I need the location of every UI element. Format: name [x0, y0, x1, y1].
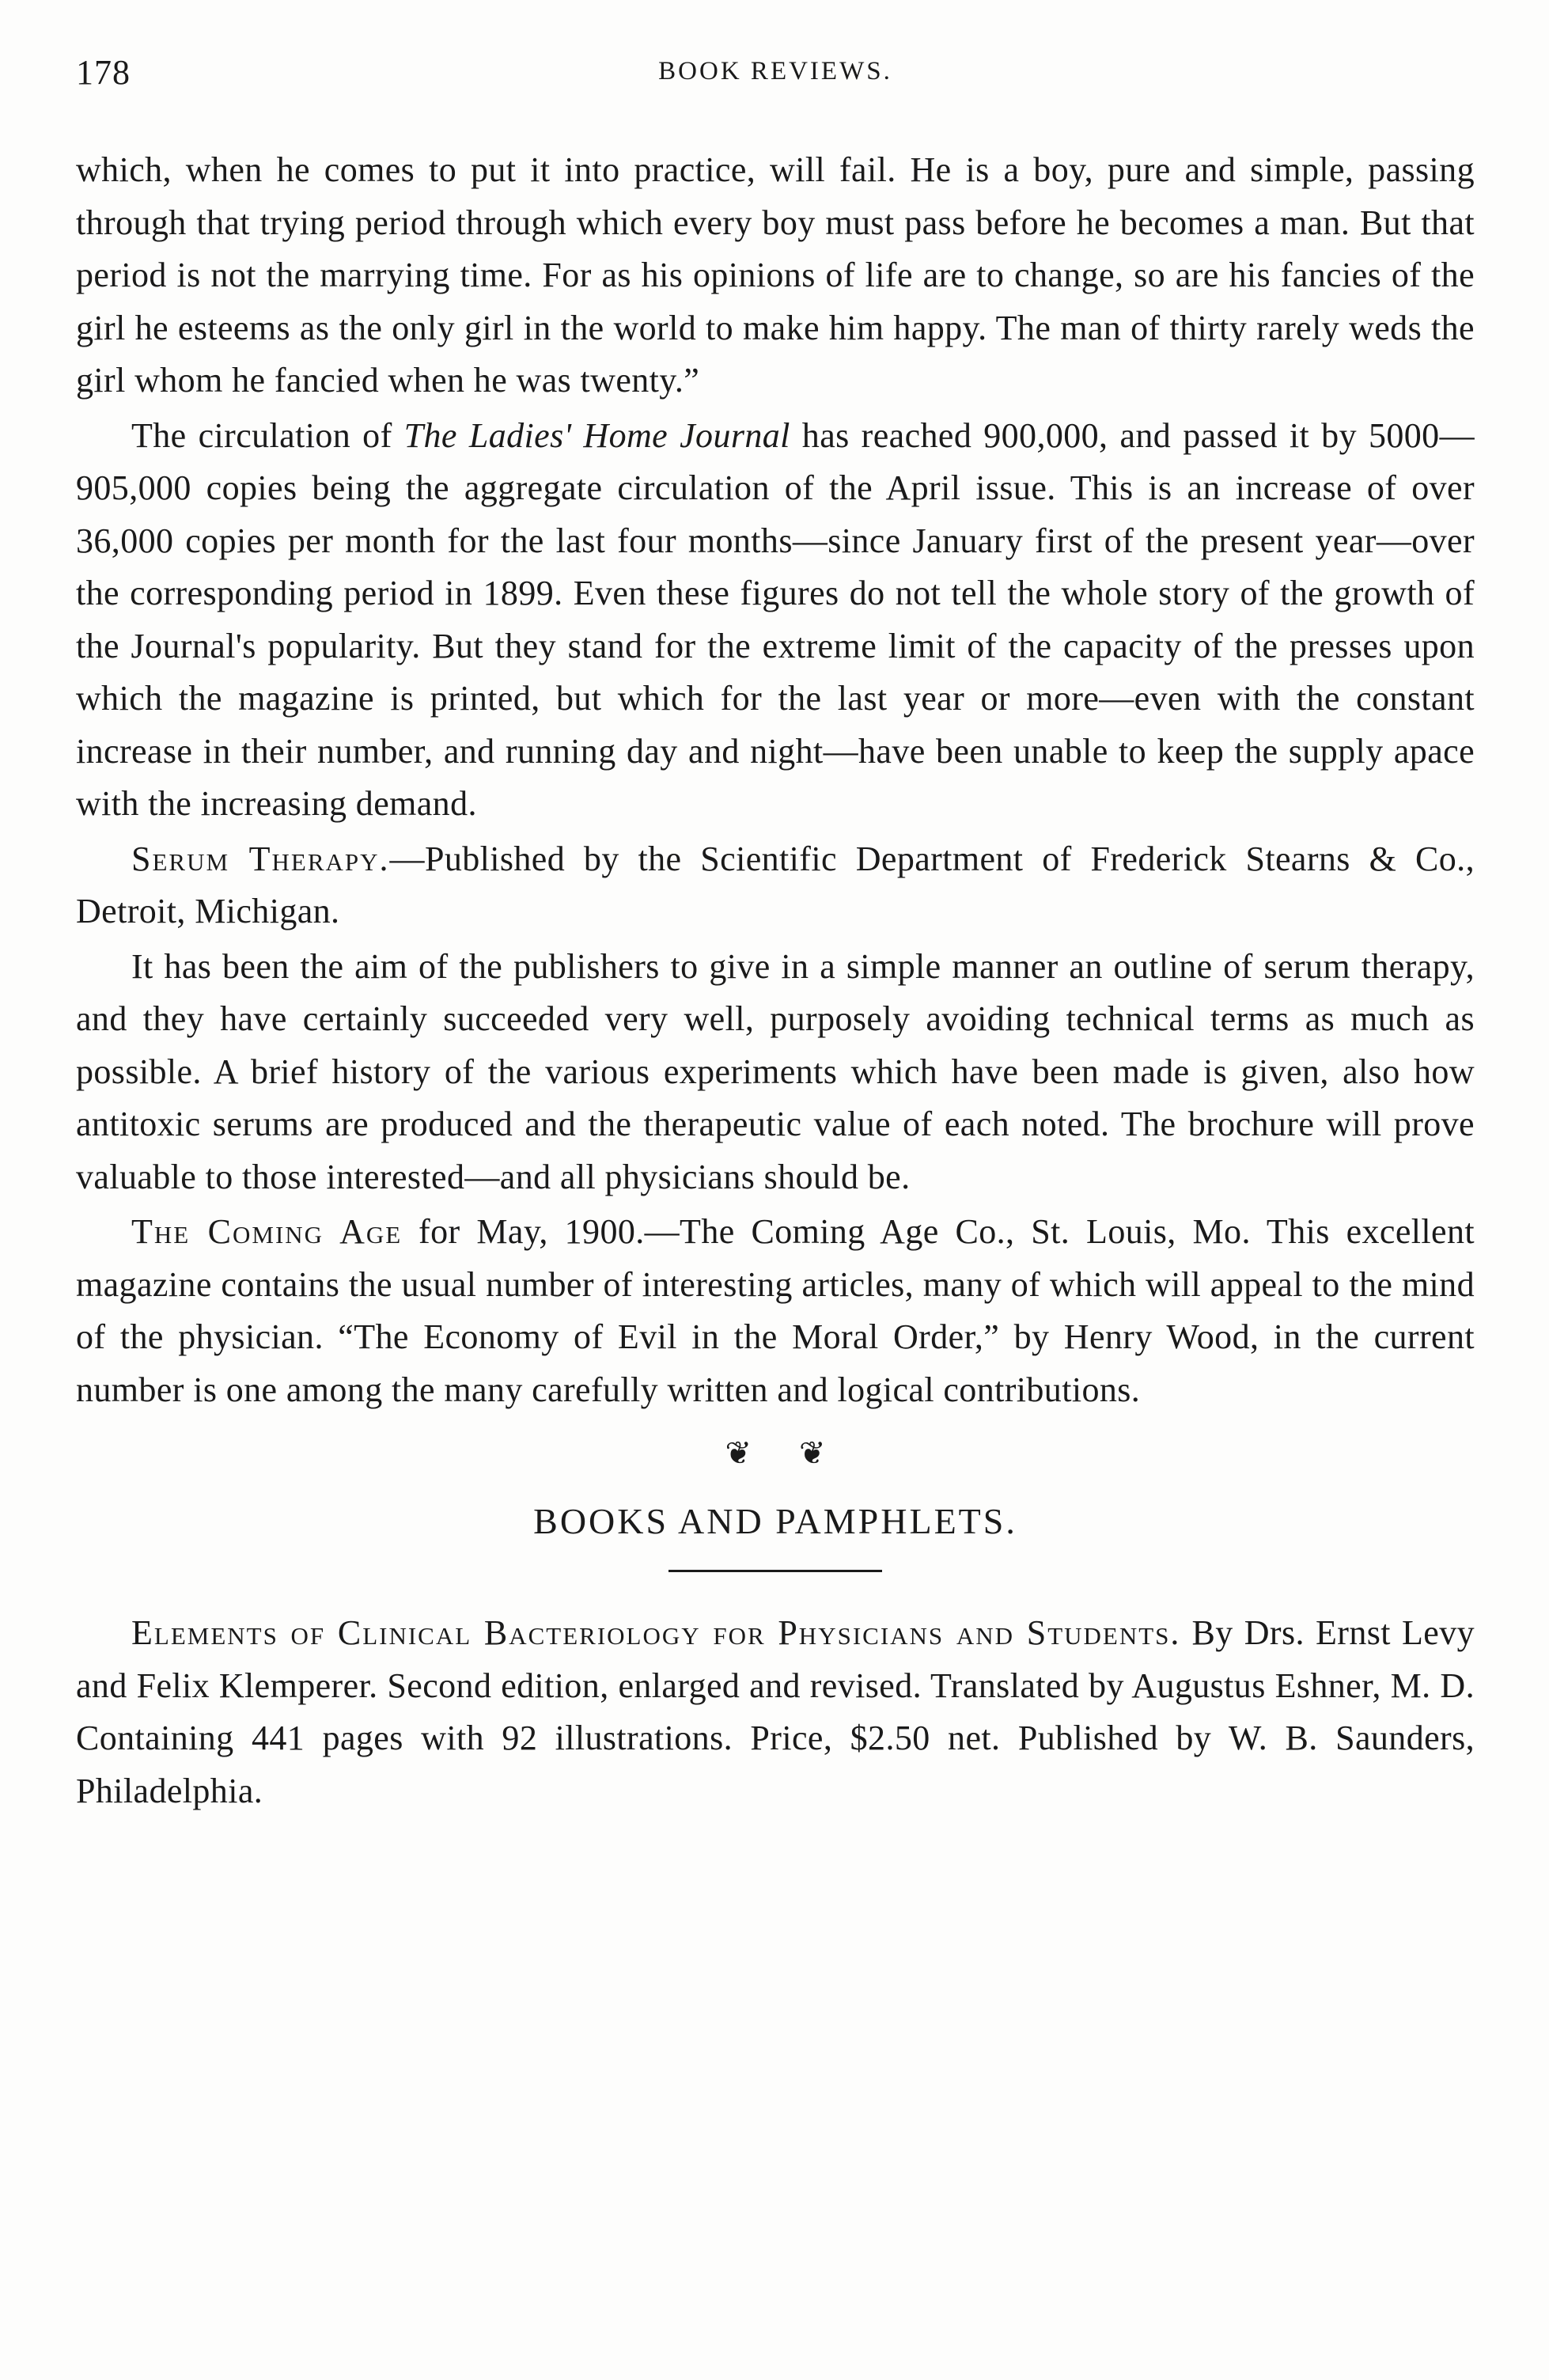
continuation-text: which, when he comes to put it into practice, will fail. He is a boy, pure and simple, passing through that trying period through which every boy must pass before he becomes a man. But that period is not the marrying time. For as his opinions of life are to change, so are his fancies of the girl he esteems as the only girl in the world to make him happy. The man of thirty rarely weds the girl whom he fancied when he was twenty.” [76, 150, 1475, 400]
bacteriology-book-details: By Drs. Ernst Levy and Felix Klemperer. Second edition, enlarged and revised. Translated by Augustus Eshner, M. D. Containing 441 pages with 92 illustrations. Price, $2.50 net. Published by W. B. Saunders, Philadelphia. [76, 1613, 1475, 1810]
serum-therapy-title: Serum Therapy. [131, 839, 390, 878]
serum-therapy-publisher: —Published by the Scientific Department of Frederick Stearns & Co., Detroit, Michigan. [76, 839, 1475, 930]
journal-circulation-paragraph [76, 410, 1475, 831]
coming-age-title: The Coming Age [131, 1212, 403, 1251]
running-head: BOOK REVIEWS. [658, 57, 892, 85]
continuation-paragraph [76, 144, 1475, 407]
fleuron-ornament: ❦❦ [725, 1435, 873, 1471]
serum-therapy-body: It has been the aim of the publishers to give in a simple manner an outline of serum therapy, and they have certainly succeeded very well, purposely avoiding technical terms as much as possible. A brief history of the various experiments which have been made is given, also how antitoxic serums are produced and the therapeutic value of each noted. The brochure will prove valuable to those interested—and all physicians should be. [76, 946, 1475, 1196]
bacteriology-book-entry [76, 1607, 1475, 1817]
section-heading-books-and-pamphlets: BOOKS AND PAMPHLETS. [533, 1501, 1017, 1541]
journal-lead-text: The circulation of [131, 415, 404, 455]
serum-therapy-citation [76, 833, 1475, 938]
journal-body-text: has reached 900,000, and passed it by 5000—905,000 copies being the aggregate circulation of the April issue. This is an increase of over 36,000 copies per month for the last four months—since January first of the present year—over the corresponding period in 1899. Even these figures do not tell the whole story of the growth of the Journal's popularity. But they stand for the extreme limit of the capacity of the presses upon which the magazine is printed, but which for the last year or more—even with the constant increase in their number, and running day and night—have been unable to keep the supply apace with the increasing demand. [76, 415, 1475, 823]
page-body [76, 144, 1475, 1820]
coming-age-review [76, 1206, 1475, 1416]
page-number: 178 [76, 53, 131, 92]
coming-age-body: for May, 1900.—The Coming Age Co., St. Louis, Mo. This excellent magazine contains the usual number of interesting articles, many of which will appeal to the mind of the physician. “The Economy of Evil in the Moral Order,” by Henry Wood, in the current number is one among the many carefully written and logical contributions. [76, 1212, 1475, 1409]
serum-therapy-review [76, 941, 1475, 1204]
page-header [76, 52, 1475, 100]
journal-title: The Ladies' Home Journal [403, 415, 790, 455]
section-rule [668, 1570, 882, 1572]
bacteriology-book-title: Elements of Clinical Bacteriology for Physicians and Students. [131, 1613, 1181, 1652]
